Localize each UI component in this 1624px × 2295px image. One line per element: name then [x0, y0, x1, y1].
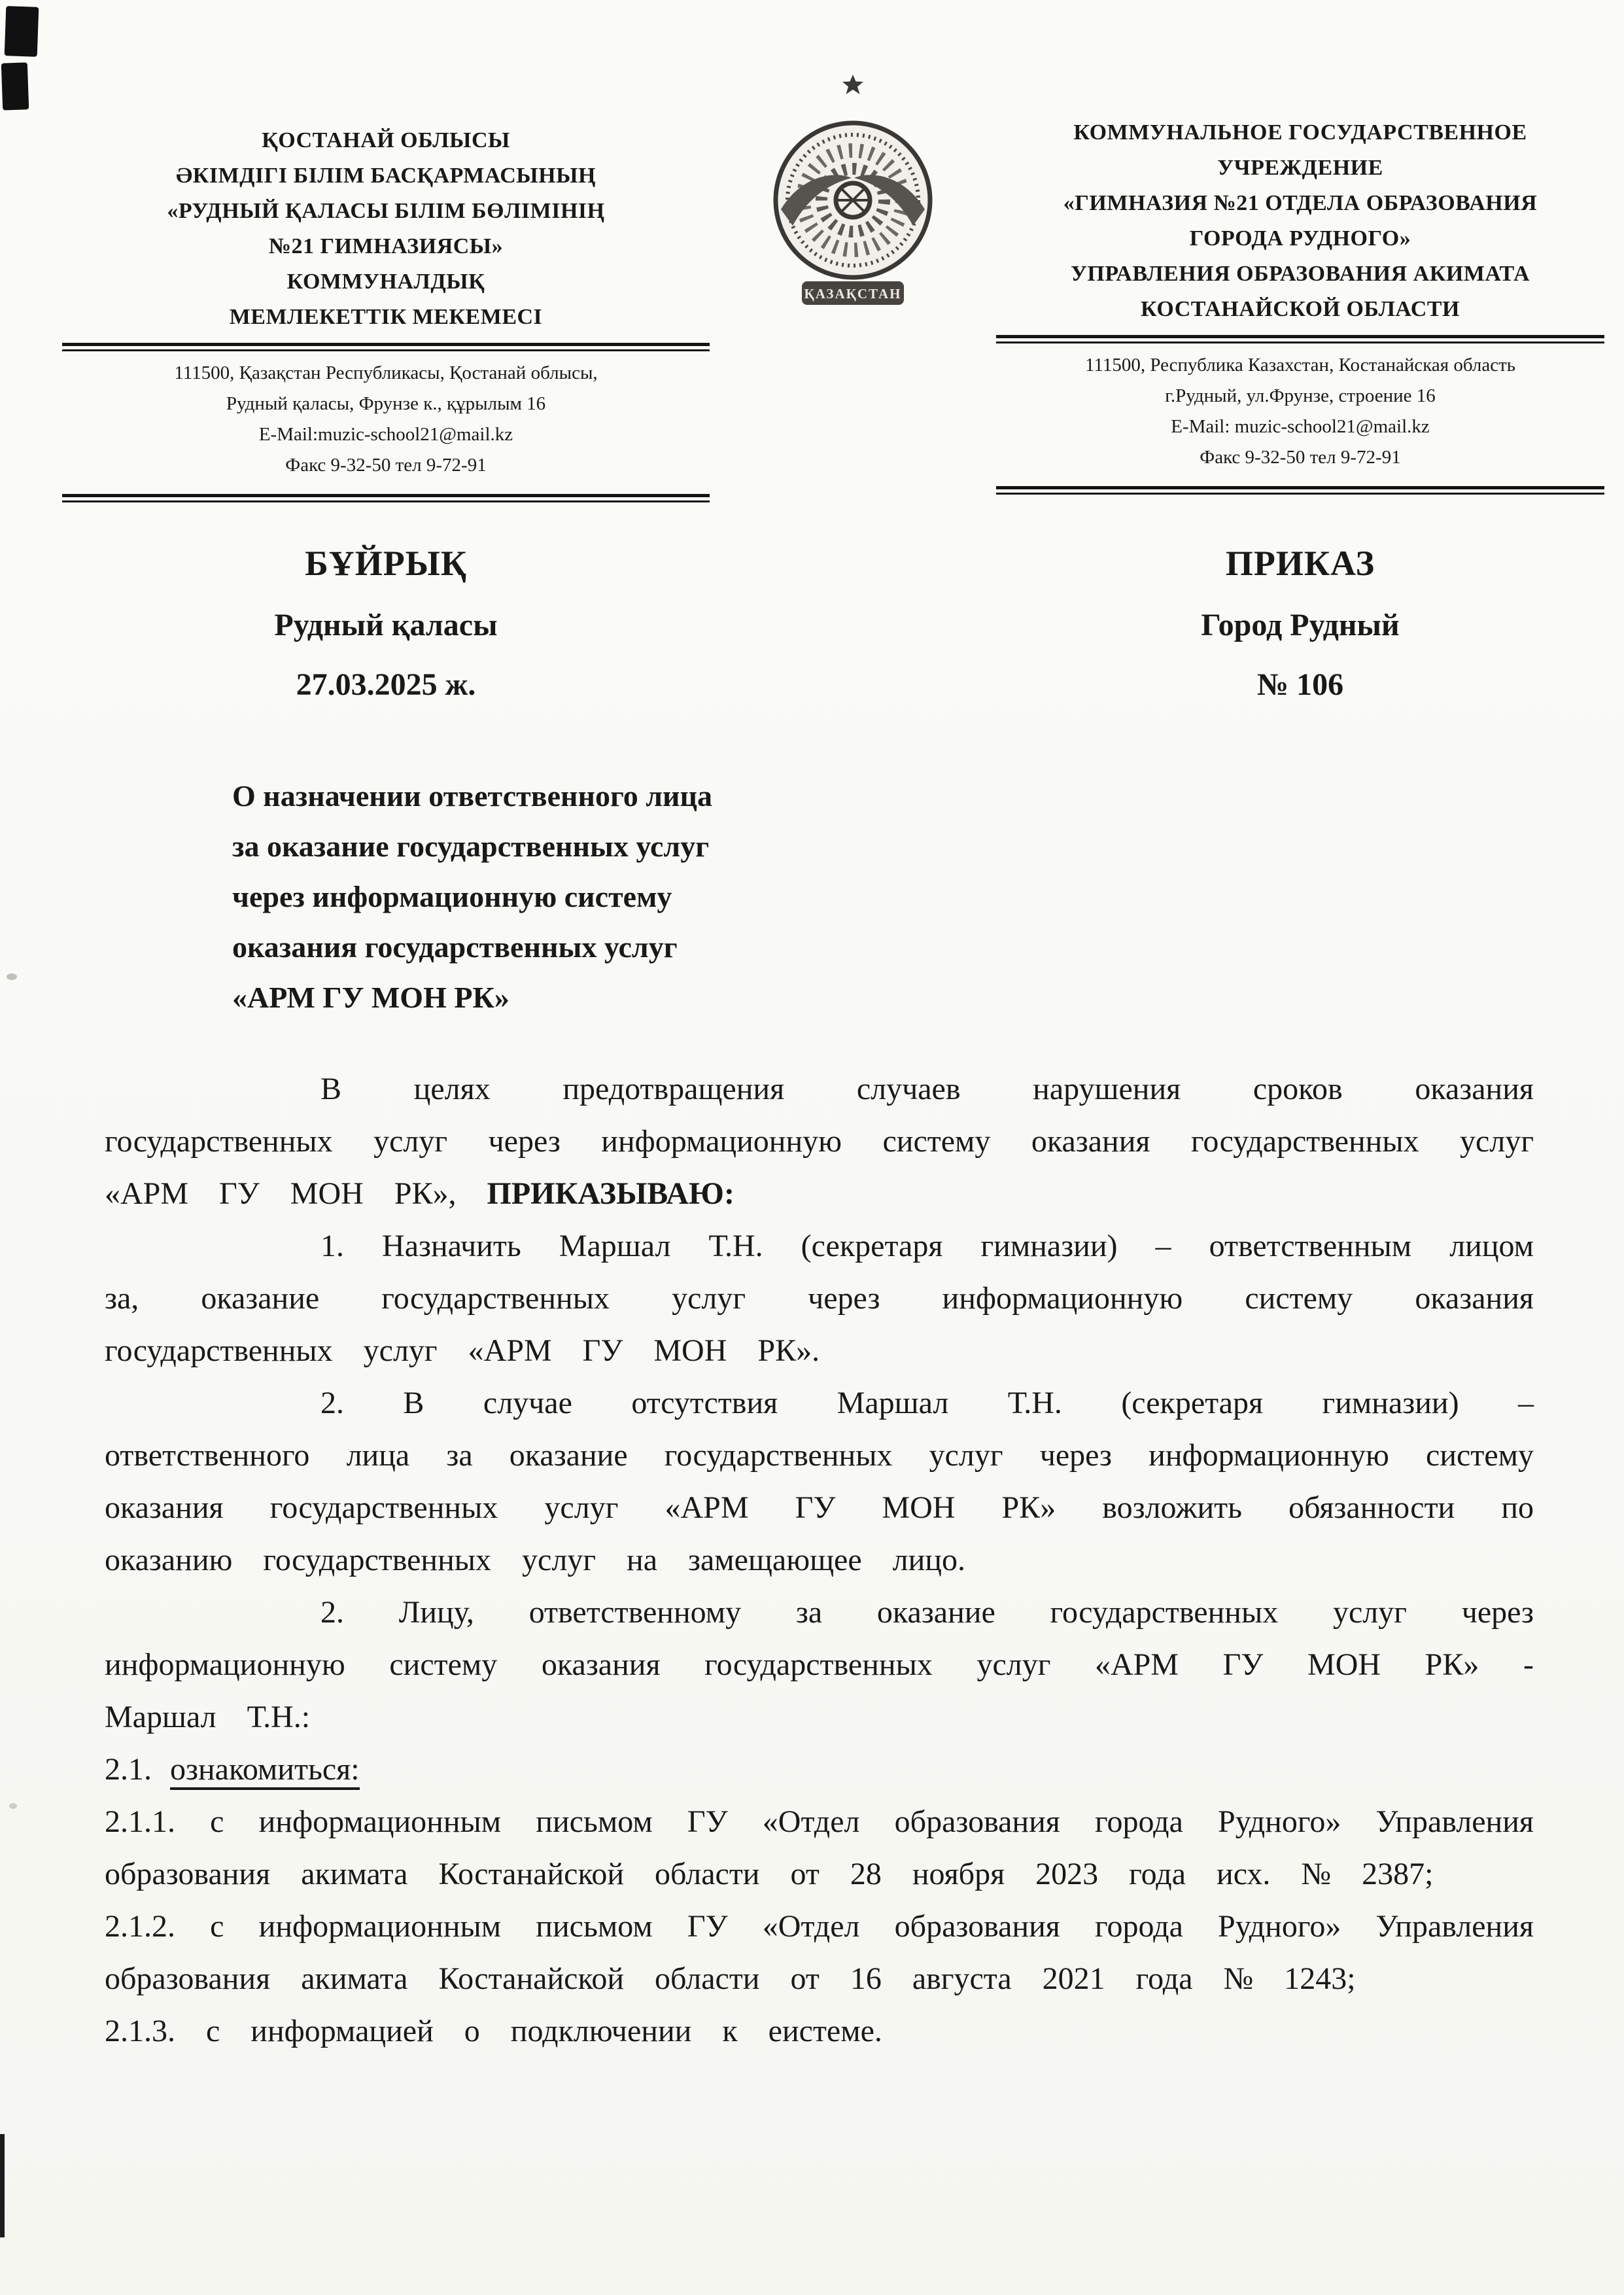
scan-artifact	[1, 62, 29, 110]
address-line: E-Mail:muzic-school21@mail.kz	[258, 424, 513, 445]
subject-line: О назначении ответственного лица	[232, 779, 713, 813]
paragraph-item-2-1	[105, 1743, 1534, 1796]
separator-rule	[996, 335, 1604, 343]
order-city-russian: Город Рудный	[1201, 608, 1400, 642]
subject-line: через информационную систему	[232, 880, 672, 913]
address-line: Рудный қаласы, Фрунзе к., құрылым 16	[226, 393, 546, 414]
address-line: E-Mail: muzic-school21@mail.kz	[1171, 416, 1430, 437]
letterhead-russian-column	[996, 77, 1604, 502]
address-line: 111500, Қазақстан Республикасы, Қостанай облысы,	[174, 362, 598, 383]
org-line: ГОРОДА РУДНОГО»	[1189, 226, 1411, 251]
paragraph-item-2-1-2: 2.1.2. с информационным письмом ГУ «Отдел образования города Рудного» Управления образования акимата Костанайской области от 16 августа 2021 года № 1243;	[105, 1909, 1534, 1996]
subject-line: за оказание государственных услуг	[232, 830, 710, 863]
scan-artifact	[9, 1803, 17, 1809]
paragraph-item-2-duty: 2. Лицу, ответственному за оказание государственных услуг через информационную систему оказания государственных услуг «АРМ ГУ МОН РК» - Маршал Т.Н.:	[105, 1595, 1534, 1734]
address-line: Факс 9-32-50 тел 9-72-91	[1200, 447, 1401, 468]
address-russian	[996, 343, 1604, 478]
org-line: «РУДНЫЙ ҚАЛАСЫ БІЛІМ БӨЛІМІНІҢ	[167, 199, 605, 223]
scan-artifact	[5, 6, 39, 57]
paragraph-item-2: 2. В случае отсутствия Маршал Т.Н. (секретаря гимназии) – ответственного лица за оказание государственных услуг через информационную систему оказания государственных услуг «АРМ ГУ МОН РК» возложить обязанности по оказанию государственных услуг на замещающее лицо.	[105, 1386, 1534, 1577]
emblem-banner-text: ҚАЗАҚСТАН	[804, 286, 902, 302]
subject-line: оказания государственных услуг	[232, 930, 678, 964]
paragraph-item-2-1-1: 2.1.1. с информационным письмом ГУ «Отдел образования города Рудного» Управления образования акимата Костанайской области от 28 ноября 2023 года исх. № 2387;	[105, 1804, 1534, 1891]
org-name-kazakh	[62, 77, 710, 335]
address-line: Факс 9-32-50 тел 9-72-91	[285, 455, 487, 476]
subject-line: «АРМ ГУ МОН РК»	[232, 981, 510, 1014]
address-line: 111500, Республика Казахстан, Костанайская область	[1084, 355, 1516, 376]
paragraph-preamble	[105, 1063, 1534, 1220]
letterhead-emblem-column	[710, 77, 996, 502]
order-city-kazakh: Рудный қаласы	[274, 608, 498, 642]
org-line: КОММУНАЛЬНОЕ ГОСУДАРСТВЕННОЕ	[1073, 120, 1527, 145]
paragraph-item-1: 1. Назначить Маршал Т.Н. (секретаря гимназии) – ответственным лицом за, оказание государственных услуг через информационную систему оказания государственных услуг «АРМ ГУ МОН РК».	[105, 1229, 1534, 1368]
separator-rule	[62, 343, 710, 351]
org-line: УПРАВЛЕНИЯ ОБРАЗОВАНИЯ АКИМАТА	[1070, 262, 1530, 286]
order-title-kazakh: БҰЙРЫҚ	[305, 544, 467, 583]
org-line: КОСТАНАЙСКОЙ ОБЛАСТИ	[1141, 297, 1460, 321]
scan-artifact	[7, 973, 17, 980]
item-2-1-number: 2.1.	[105, 1752, 152, 1787]
order-number: № 106	[1256, 667, 1344, 702]
order-subject	[232, 771, 1624, 1023]
org-line: МЕМЛЕКЕТТІК МЕКЕМЕСІ	[229, 305, 543, 329]
order-heading-russian	[996, 543, 1604, 703]
separator-rule	[62, 494, 710, 502]
star-icon	[842, 75, 863, 94]
org-line: КОММУНАЛДЫҚ	[286, 270, 485, 294]
org-name-russian	[996, 77, 1604, 327]
paragraph-item-2-1-3: 2.1.3. с информацией о подключении к еистеме.	[105, 2014, 882, 2048]
letterhead	[0, 0, 1624, 502]
order-heading	[0, 543, 1624, 703]
kazakhstan-coat-of-arms-icon	[755, 72, 951, 317]
org-line: «ГИМНАЗИЯ №21 ОТДЕЛА ОБРАЗОВАНИЯ	[1063, 191, 1538, 215]
item-2-1-underlined: ознакомиться:	[170, 1752, 360, 1790]
preamble-text: В целях предотвращения случаев нарушения сроков оказания государственных услуг через информационную систему оказания государственных услуг «АРМ ГУ МОН РК»,	[105, 1072, 1534, 1211]
order-title-russian: ПРИКАЗ	[1225, 544, 1375, 583]
scan-artifact	[0, 2134, 5, 2237]
org-line: №21 ГИМНАЗИЯСЫ»	[268, 234, 504, 258]
address-kazakh	[62, 351, 710, 486]
org-line: УЧРЕЖДЕНИЕ	[1217, 156, 1383, 180]
org-line: ӘКІМДІГІ БІЛІМ БАСҚАРМАСЫНЫҢ	[176, 164, 596, 188]
order-body	[105, 1063, 1534, 2058]
order-heading-kazakh	[62, 543, 710, 703]
letterhead-kazakh-column	[62, 77, 710, 502]
separator-rule	[996, 486, 1604, 495]
order-date: 27.03.2025 ж.	[296, 667, 476, 702]
org-line: ҚОСТАНАЙ ОБЛЫСЫ	[262, 128, 510, 152]
address-line: г.Рудный, ул.Фрунзе, строение 16	[1165, 385, 1436, 406]
prikazyvayu-keyword: ПРИКАЗЫВАЮ:	[487, 1176, 734, 1211]
